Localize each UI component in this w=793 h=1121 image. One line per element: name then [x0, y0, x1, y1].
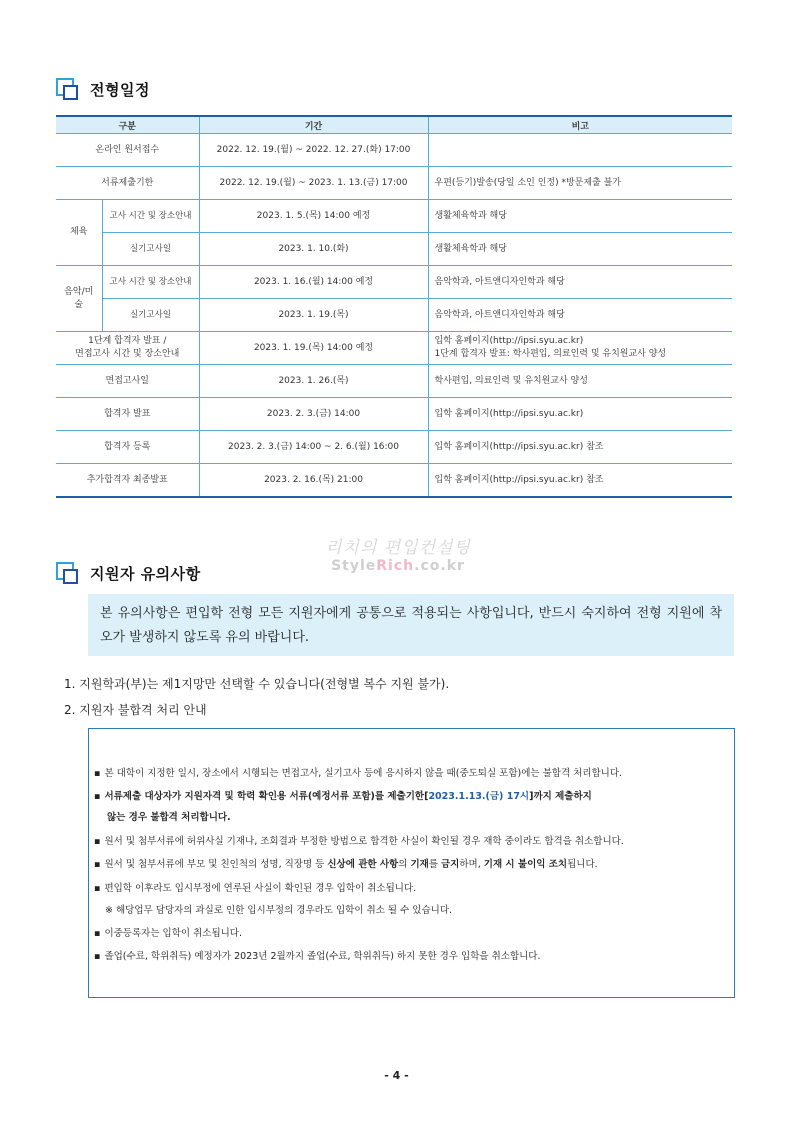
cell-note: 음악학과, 아트앤디자인학과 해당: [428, 299, 732, 332]
bullet-icon: ▪: [94, 951, 101, 962]
bullet-text: 서류제출 대상자가 지원자격 및 학력 확인용 서류(예정서류 포함)를 제출기한[: [104, 791, 429, 802]
page-number: - 4 -: [384, 1069, 409, 1082]
bullet-text: ]까지 제출하지: [529, 791, 592, 802]
bullet-line: [94, 925, 242, 939]
bullet-text: 원서 및 첨부서류에 부모 및 친인척의 성명, 직장명 등: [104, 859, 328, 870]
bullet-line: [94, 948, 541, 962]
cell-note: 음악학과, 아트앤디자인학과 해당: [428, 266, 732, 299]
table-row: [56, 299, 732, 332]
cell-note: 생활체육학과 해당: [428, 233, 732, 266]
bullet-line: [94, 788, 592, 802]
bullet-text: 를: [428, 859, 441, 870]
category-line: 1단계 합격자 발표 /: [88, 336, 167, 346]
table-row: [56, 464, 732, 498]
disqualification-box: [88, 728, 735, 998]
header-category: 구분: [56, 116, 199, 134]
cell-note: [428, 332, 732, 365]
cell-note: 생활체육학과 해당: [428, 200, 732, 233]
table-row: [56, 365, 732, 398]
bullet-emphasis: 신상에 관한 사항: [327, 859, 399, 870]
watermark-part: Style: [331, 558, 377, 574]
cell-group: 체육: [56, 200, 102, 266]
deadline-date: 2023.1.13.(금) 17시: [428, 791, 530, 802]
cell-period: 2023. 1. 19.(목): [199, 299, 428, 332]
cell-subcategory: 실기고사일: [102, 233, 199, 266]
table-row: [56, 332, 732, 365]
cell-note: 우편(등기)발송(당일 소인 인정) *방문제출 불가: [428, 167, 732, 200]
bullet-icon: ▪: [94, 928, 101, 939]
bullet-text: 편입학 이후라도 입시부정에 연루된 사실이 확인된 경우 입학이 취소됩니다.: [104, 883, 417, 894]
cell-category: 합격자 등록: [56, 431, 199, 464]
cell-period: 2023. 1. 16.(월) 14:00 예정: [199, 266, 428, 299]
cell-period: 2023. 2. 3.(금) 14:00 ~ 2. 6.(월) 16:00: [199, 431, 428, 464]
watermark-line1: 리치의 편입컨설팅: [325, 538, 471, 558]
bullet-text: 하며,: [459, 859, 484, 870]
bullet-text: 않는 경우 불합격 처리합니다.: [107, 812, 231, 823]
bullet-note: ※ 해당업무 담당자의 과실로 인한 입시부정의 경우라도 입학이 취소 될 수 있습니다.: [105, 905, 453, 916]
list-item: 2. 지원자 불합격 처리 안내: [64, 703, 207, 717]
watermark-part: Rich: [376, 558, 415, 574]
table-row: [56, 431, 732, 464]
bullet-text: 원서 및 첨부서류에 허위사실 기재나, 조회결과 부정한 방법으로 합격한 사실이 확인될 경우 재학 중이라도 합격을 취소합니다.: [104, 836, 624, 847]
watermark-part: .co.kr: [414, 558, 465, 574]
bullet-icon: ▪: [94, 859, 101, 870]
cell-note: 입학 홈페이지(http://ipsi.syu.ac.kr) 참조: [428, 464, 732, 498]
cell-note: 학사편입, 의료인력 및 유치원교사 양성: [428, 365, 732, 398]
header-period: 기간: [199, 116, 428, 134]
cell-category: 서류제출기한: [56, 167, 199, 200]
section-heading-schedule: [56, 78, 150, 100]
intro-callout: 본 유의사항은 편입학 전형 모든 지원자에게 공통으로 적용되는 사항입니다, 반드시 숙지하여 전형 지원에 착오가 발생하지 않도록 유의 바랍니다.: [88, 594, 734, 656]
cell-period: 2022. 12. 19.(월) ~ 2022. 12. 27.(화) 17:00: [199, 134, 428, 167]
cell-category: [56, 332, 199, 365]
cell-period: 2023. 2. 16.(목) 21:00: [199, 464, 428, 498]
cell-subcategory: 고사 시간 및 장소안내: [102, 200, 199, 233]
section-title: 지원자 유의사항: [90, 564, 201, 583]
bullet-icon: ▪: [94, 768, 101, 779]
bullet-emphasis: 금지: [441, 859, 460, 870]
cell-category: 추가합격자 최종발표: [56, 464, 199, 498]
cell-category: 온라인 원서접수: [56, 134, 199, 167]
cell-period: 2023. 1. 26.(목): [199, 365, 428, 398]
cell-note: 입학 홈페이지(http://ipsi.syu.ac.kr) 참조: [428, 431, 732, 464]
table-header-row: [56, 116, 732, 134]
bullet-line: [94, 833, 624, 847]
cell-subcategory: 실기고사일: [102, 299, 199, 332]
bullet-text: 의: [398, 859, 411, 870]
bullet-icon: ▪: [94, 791, 101, 802]
cell-period: 2023. 1. 5.(목) 14:00 예정: [199, 200, 428, 233]
bullet-icon: ▪: [94, 883, 101, 894]
table-row: [56, 167, 732, 200]
note-line: 1단계 합격자 발표: 학사편입, 의료인력 및 유치원교사 양성: [434, 349, 667, 359]
table-row: [56, 134, 732, 167]
bullet-emphasis: 기재: [410, 859, 429, 870]
bullet-line-continuation: [107, 809, 231, 823]
square-bullet-icon: [56, 78, 78, 100]
square-bullet-icon: [56, 562, 78, 584]
watermark-line2: [318, 558, 478, 574]
section-heading-notice: [56, 562, 201, 584]
cell-subcategory: 고사 시간 및 장소안내: [102, 266, 199, 299]
bullet-emphasis: 기재 시 불이익 조치: [483, 859, 568, 870]
cell-category: 면접고사일: [56, 365, 199, 398]
cell-note: [428, 134, 732, 167]
cell-period: 2023. 1. 19.(목) 14:00 예정: [199, 332, 428, 365]
schedule-table: [56, 115, 732, 498]
header-note: 비고: [428, 116, 732, 134]
category-line: 면접고사 시간 및 장소안내: [75, 349, 180, 359]
bullet-text: 본 대학이 지정한 일시, 장소에서 시행되는 면접고사, 실기고사 등에 응시하지 않을 때(중도퇴실 포함)에는 불합격 처리합니다.: [104, 768, 623, 779]
cell-group: 음악/미술: [56, 266, 102, 332]
cell-period: 2023. 1. 10.(화): [199, 233, 428, 266]
table-row: [56, 398, 732, 431]
bullet-text: 됩니다.: [567, 859, 598, 870]
bullet-line: [94, 765, 622, 779]
bullet-icon: ▪: [94, 836, 101, 847]
cell-note: 입학 홈페이지(http://ipsi.syu.ac.kr): [428, 398, 732, 431]
note-line: 입학 홈페이지(http://ipsi.syu.ac.kr): [434, 336, 584, 346]
bullet-line: [94, 880, 416, 894]
section-title: 전형일정: [90, 80, 150, 99]
table-row: [56, 266, 732, 299]
watermark: [318, 533, 478, 574]
table-row: [56, 233, 732, 266]
table-row: [56, 200, 732, 233]
bullet-text: 이중등록자는 입학이 취소됩니다.: [104, 928, 242, 939]
list-item: 1. 지원학과(부)는 제1지망만 선택할 수 있습니다(전형별 복수 지원 불가).: [64, 677, 450, 691]
cell-period: 2022. 12. 19.(월) ~ 2023. 1. 13.(금) 17:00: [199, 167, 428, 200]
cell-period: 2023. 2. 3.(금) 14:00: [199, 398, 428, 431]
bullet-text: 졸업(수료, 학위취득) 예정자가 2023년 2월까지 졸업(수료, 학위취득) 하지 못한 경우 입학을 취소합니다.: [104, 951, 541, 962]
cell-category: 합격자 발표: [56, 398, 199, 431]
bullet-line: [94, 856, 598, 870]
